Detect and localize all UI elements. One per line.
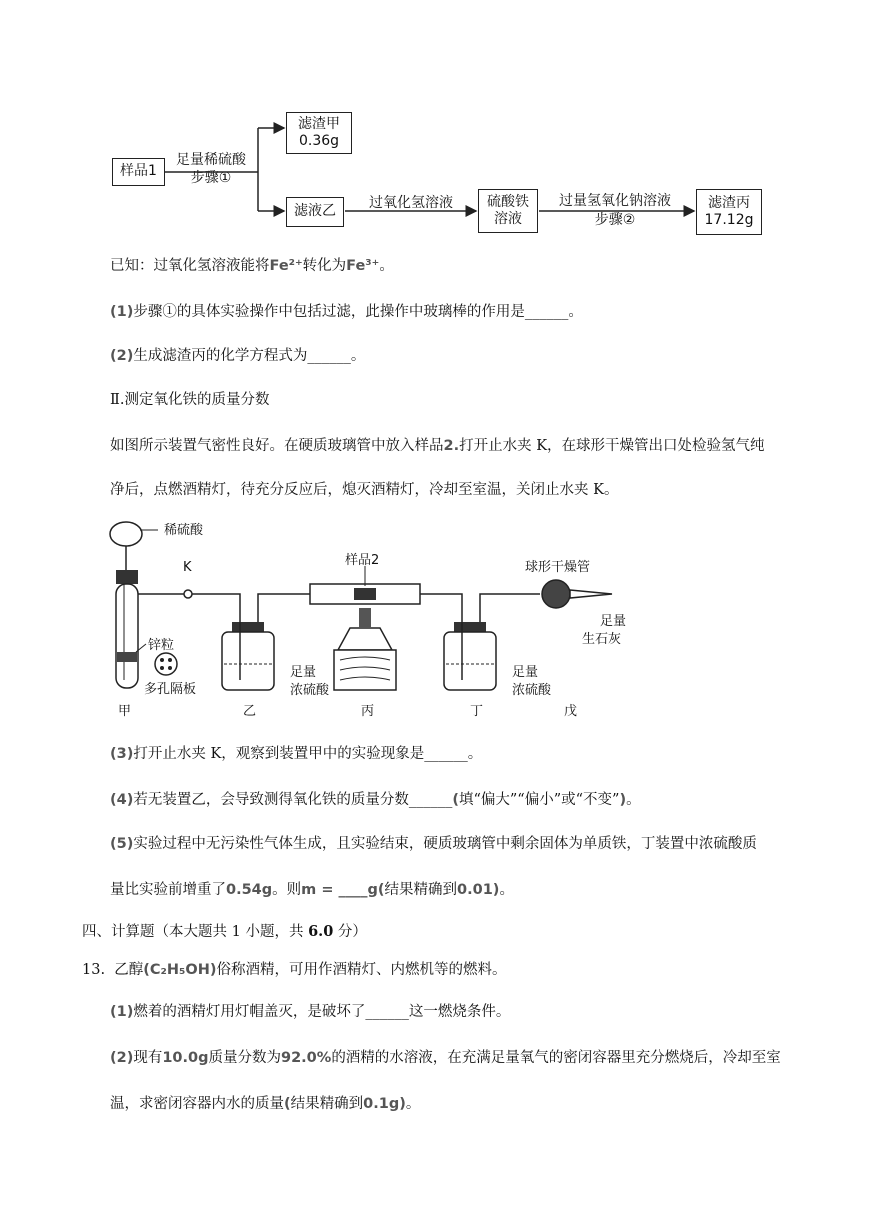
flow-box-sample1: 样品1 [112,158,165,186]
question-13-2: (2)现有10.0g质量分数为92.0%的酒精的水溶液，在充满足量氧气的密闭容器里充分燃烧后，冷却至室 [110,1050,781,1066]
question-3: (3)打开止水夹 K，观察到装置甲中的实验现象是______。 [110,746,483,762]
bottle-ding [444,632,496,690]
label-yi: 乙 [243,704,257,719]
label-conc-acid-yi: 足量 浓硫酸 [290,665,330,698]
lamp-stand [334,650,396,690]
flow-box-residue-c: 滤渣丙 17.12g [696,189,762,235]
porous-hole [168,666,172,670]
pipe-ding-to-wu [480,594,540,622]
pipe-tube-to-ding [420,594,462,622]
porous-hole [160,666,164,670]
question-13-1: (1)燃着的酒精灯用灯帽盖灭，是破坏了______这一燃烧条件。 [110,1004,511,1020]
label-jia: 甲 [118,704,132,719]
label-ding: 丁 [470,704,484,719]
flow-box-residue-a: 滤渣甲 0.36g [286,112,352,154]
section-4-title: 四、计算题（本大题共 1 小题，共 6.0 分） [82,923,367,940]
question-2: (2)生成滤渣丙的化学方程式为______。 [110,348,366,364]
stopper-yi [232,622,264,632]
flow-arrows [0,0,869,260]
label-lime: 足量 生石灰 [582,614,627,647]
porous-plate-icon [155,653,177,675]
question-5-line-2: 量比实验前增重了0.54g。则m = ____g(结果精确到0.01)。 [110,882,514,898]
label-bing: 丙 [361,704,375,719]
porous-hole [160,658,164,662]
flow-label-naoh: 过量氢氧化钠溶液 步骤② [559,193,671,228]
intro-line-1: 如图所示装置气密性良好。在硬质玻璃管中放入样品2.打开止水夹 K，在球形干燥管出口处检验氢气纯 [110,438,765,454]
question-5-line-1: (5)实验过程中无污染性气体生成，且实验结束，硬质玻璃管中剩余固体为单质铁，丁装置中浓硫酸质 [110,836,757,852]
clamp-k [184,590,192,598]
alcohol-lamp [338,628,392,650]
sample2-solid [354,588,376,600]
stopper-jia [116,570,138,584]
funnel-bulb [110,522,142,546]
drying-tube-bulb [542,580,570,608]
label-drying-tube: 球形干燥管 [525,560,591,575]
zinc-pellets [117,652,137,662]
question-13-2-cont: 温，求密闭容器内水的质量(结果精确到0.1g)。 [110,1096,421,1112]
pipe-yi-to-tube [258,594,310,622]
intro-line-2: 净后，点燃酒精灯，待充分反应后，熄灭酒精灯，冷却至室温，关闭止水夹 K。 [110,482,619,498]
label-clamp-k: K [183,560,192,575]
label-conc-acid-ding: 足量 浓硫酸 [512,665,552,698]
drying-tube-nozzle [570,590,612,598]
label-sample2: 样品2 [345,553,380,568]
stopper-ding [454,622,486,632]
label-porous-plate: 多孔隔板 [144,682,197,697]
question-1: (1)步骤①的具体实验操作中包括过滤，此操作中玻璃棒的作用是______。 [110,304,583,320]
flow-label-acid: 足量稀硫酸 步骤① [176,152,246,186]
label-dilute-acid: 稀硫酸 [164,523,204,538]
bottle-yi [222,632,274,690]
label-zinc: 锌粒 [148,638,175,653]
tube-jia [116,584,138,688]
flow-box-filtrate-b: 滤液乙 [286,197,344,227]
question-13: 13. 乙醇(C₂H₅OH)俗称酒精，可用作酒精灯、内燃机等的燃料。 [82,962,507,978]
flow-box-ferric: 硫酸铁 溶液 [478,189,538,233]
section-2-title: Ⅱ.测定氧化铁的质量分数 [110,392,270,408]
label-wu: 戊 [564,704,578,719]
porous-hole [168,658,172,662]
flow-label-h2o2: 过氧化氢溶液 [369,195,453,211]
known-line: 已知：过氧化氢溶液能将Fe²⁺转化为Fe³⁺。 [110,258,394,274]
question-4: (4)若无装置乙，会导致测得氧化铁的质量分数______(填“偏大”“偏小”或“不变”)。 [110,792,641,808]
lamp-wick [359,608,371,628]
